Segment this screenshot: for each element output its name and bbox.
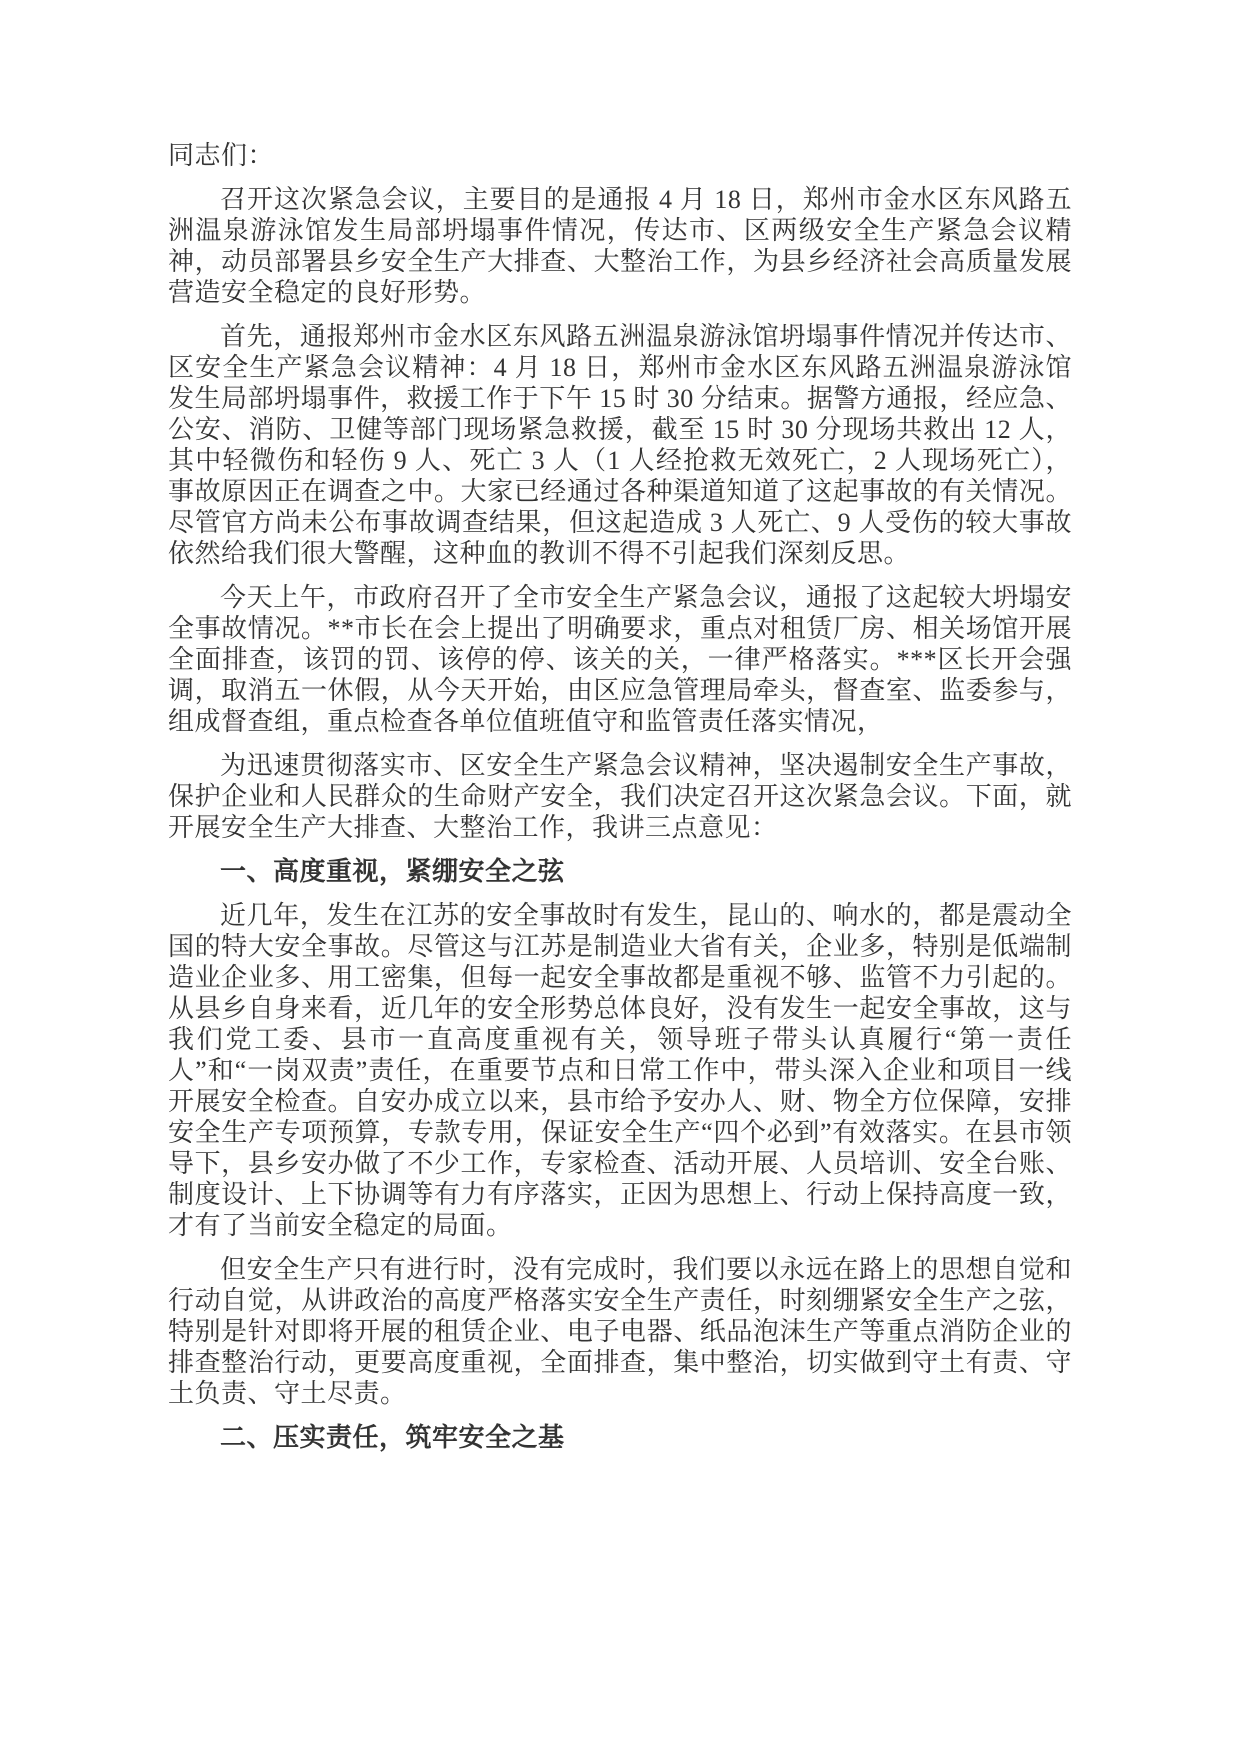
paragraph-opening: 召开这次紧急会议，主要目的是通报 4 月 18 日，郑州市金水区东风路五洲温泉游泳馆发生局部坍塌事件情况，传达市、区两级安全生产紧急会议精神，动员部署县乡安全生产大排查、大整治工作，为县乡经济社会高质量发展营造安全稳定的良好形势。 bbox=[168, 185, 1072, 307]
paragraph-incident-report: 首先，通报郑州市金水区东风路五洲温泉游泳馆坍塌事件情况并传达市、区安全生产紧急会议精神：4 月 18 日，郑州市金水区东风路五洲温泉游泳馆发生局部坍塌事件，救援工作于下午 15 时 30 分结束。据警方通报，经应急、公安、消防、卫健等部门现场紧急救援，截至 15 时 30 分现场共救出 12 人，其中轻微伤和轻伤 9 人、死亡 3 人（1 人经抢救无效死亡，2 人现场死亡），事故原因正在调查之中。大家已经通过各种渠道知道了这起事故的有关情况。尽管官方尚未公布事故调查结果，但这起造成 3 人死亡、9 人受伤的较大事故依然给我们很大警醒，这种血的教训不得不引起我们深刻反思。 bbox=[168, 322, 1072, 568]
document-body bbox=[168, 0, 1072, 1453]
section-heading-1: 一、高度重视，紧绷安全之弦 bbox=[220, 857, 565, 886]
paragraph-section1-situation: 近几年，发生在江苏的安全事故时有发生，昆山的、响水的，都是震动全国的特大安全事故。尽管这与江苏是制造业大省有关，企业多，特别是低端制造业企业多、用工密集，但每一起安全事故都是重视不够、监管不力引起的。从县乡自身来看，近几年的安全形势总体良好，没有发生一起安全事故，这与我们党工委、县市一直高度重视有关，领导班子带头认真履行“第一责任人”和“一岗双责”责任，在重要节点和日常工作中，带头深入企业和项目一线开展安全检查。自安办成立以来，县市给予安办人、财、物全方位保障，安排安全生产专项预算，专款专用，保证安全生产“四个必到”有效落实。在县市领导下，县乡安办做了不少工作，专家检查、活动开展、人员培训、安全台账、制度设计、上下协调等有力有序落实，正因为思想上、行动上保持高度一致，才有了当前安全稳定的局面。 bbox=[168, 901, 1072, 1240]
paragraph-meeting-purpose: 为迅速贯彻落实市、区安全生产紧急会议精神，坚决遏制安全生产事故，保护企业和人民群众的生命财产安全，我们决定召开这次紧急会议。下面，就开展安全生产大排查、大整治工作，我讲三点意见： bbox=[168, 751, 1072, 842]
salutation: 同志们： bbox=[168, 141, 275, 170]
section-heading-2: 二、压实责任，筑牢安全之基 bbox=[220, 1423, 565, 1452]
paragraph-city-meeting: 今天上午，市政府召开了全市安全生产紧急会议，通报了这起较大坍塌安全事故情况。**市长在会上提出了明确要求，重点对租赁厂房、相关场馆开展全面排查，该罚的罚、该停的停、该关的关，一律严格落实。***区长开会强调，取消五一休假，从今天开始，由区应急管理局牵头，督查室、监委参与，组成督查组，重点检查各单位值班值守和监管责任落实情况， bbox=[168, 583, 1072, 736]
paragraph-section1-requirements: 但安全生产只有进行时，没有完成时，我们要以永远在路上的思想自觉和行动自觉，从讲政治的高度严格落实安全生产责任，时刻绷紧安全生产之弦，特别是针对即将开展的租赁企业、电子电器、纸品泡沫生产等重点消防企业的排查整治行动，更要高度重视，全面排查，集中整治，切实做到守土有责、守土负责、守土尽责。 bbox=[168, 1255, 1072, 1408]
